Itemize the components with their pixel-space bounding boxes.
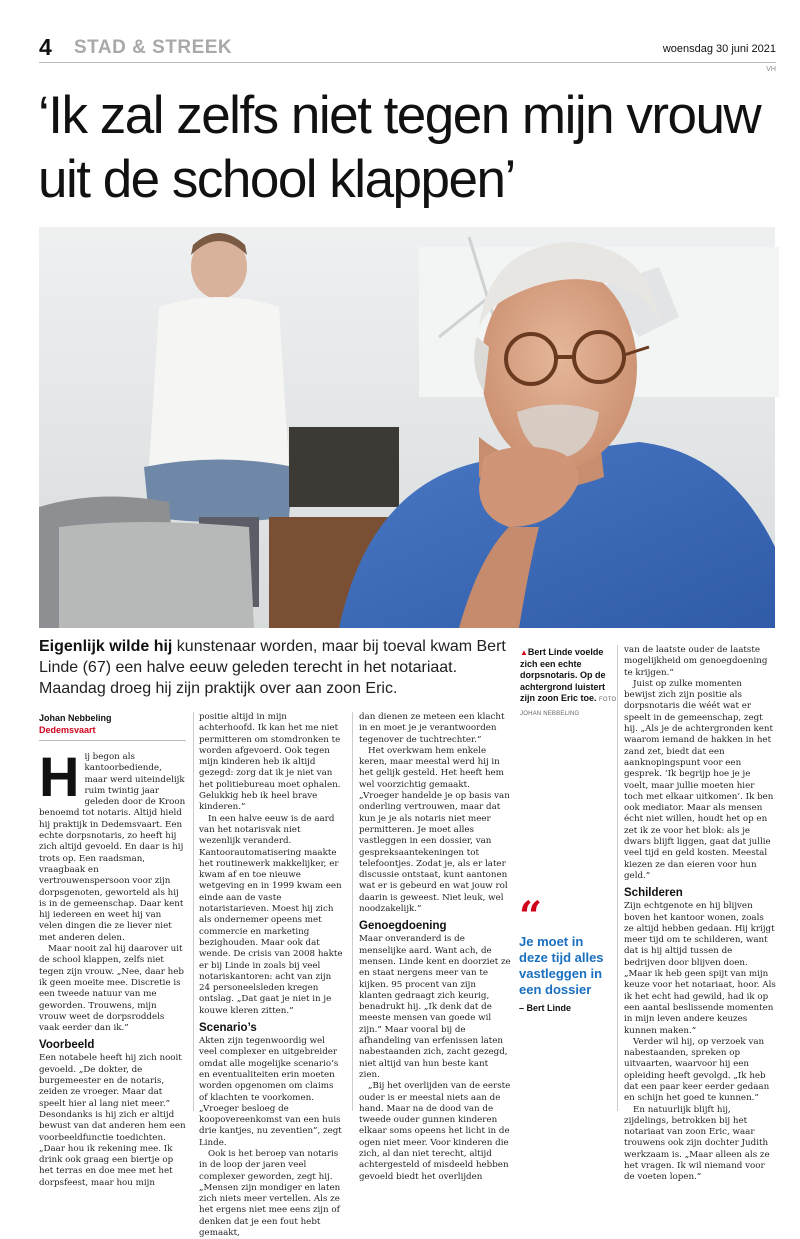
quote-text: Je moet in deze tijd alles vastleggen in een dossier — [519, 934, 604, 997]
paragraph: positie altijd in mijn achterhoofd. Ik kan het me niet permitteren om stomdronken te worden afgevoerd. Ook tegen mijn kinderen heb ik altijd gezegd: zorg dat ik je niet van het politiebureau moet ophalen. Gelukkig heb ik heel brave kinderen.” — [199, 712, 341, 813]
article-column-1 — [39, 712, 186, 1189]
lead-paragraph — [39, 636, 517, 699]
subheading-genoegdoening: Genoegdoening — [359, 920, 447, 933]
paragraph: „Bij het overlijden van de eerste ouder is er meestal niets aan de hand. Maar na de dood van de tweede ouder gunnen kinderen elkaar soms opeens het licht in de ogen niet meer. Voor kinderen die zich, al dan niet terecht, altijd achtergesteld of misdeeld hebben gevoeld biedt het overlijden — [359, 1081, 511, 1182]
paragraph: Juist op zulke momenten bewijst zich zijn positie als dorpsnotaris die wéét wat er speelt in de gemeenschap, zegt hij. „Als je de achtergronden kent waarom iemand de hakken in het zand zet, biedt dat een aanknopingspunt voor een gesprek. ‘Ik begrijp hoe je je voelt, maar jullie moeten hier toch met elkaar uitkomen’. Ik ben ook mediator. Maar als mensen écht niet willen, houdt het op en zet ik ze voor het blok: als je dwars blijft liggen, gaat dat jullie veel tijd en geld kosten. Meestal kiezen ze dan eieren voor hun geld.” — [624, 678, 774, 881]
paragraph: ij begon als kantoorbediende, maar werd uiteindelijk ruim twintig jaar geleden door de Kroon benoemd tot notaris. Altijd hield hij praktijk in Dedemsvaart. Een echte dorpsnotaris, zo heeft hij zich altijd gevoeld. En daar is hij trots op. Een raadsman, vraagbaak en vertrouwenspersoon voor zijn dorpsgenoten, geworteld als hij is in de gemeenschap. Daar kent hij iedereen en weet hij van velen dingen die ze liever niet met anderen delen. — [39, 752, 186, 943]
headline: ‘Ik zal zelfs niet tegen mijn vrouw uit de school klappen’ — [38, 86, 761, 209]
lead-text: kunstenaar worden, maar bij toeval kwam Bert Linde (67) een halve eeuw geleden terecht in het notariaat. Maandag droeg hij zijn praktijk over aan zoon Eric. — [39, 638, 506, 697]
paragraph: Maar nooit zal hij daarover uit de school klappen, zelfs niet tegen zijn vrouw. „Nee, daar heb ik geen moeite mee. Discretie is een tweede natuur van me geworden. Trouwens, mijn vrouw weet de dorpsroddels vaak eerder dan ik.” — [39, 944, 184, 1034]
byline-place: Dedemsvaart — [39, 724, 186, 741]
drop-cap: H — [39, 745, 80, 808]
pull-quote — [519, 893, 615, 1013]
article-column-2 — [199, 712, 344, 1239]
paragraph: Een notabele heeft hij zich nooit gevoeld. „De dokter, de burgemeester en de notaris, zeiden ze vroeger. Maar dat speelt hier al lang niet meer.” Desondanks is hij zich er altijd bewust van dat anderen hem een voorbeeldfunctie toedichten. „Daar hou ik rekening mee. Ik drink ook graag een biertje op het terras en doe mee met het dorpsfeest, maar hou mijn — [39, 1053, 186, 1188]
paragraph: Verder wil hij, op verzoek van nabestaanden, spreken op uitvaarten, waarvoor hij een opleiding heeft gevolgd. „Ik heb dat een paar keer eerder gedaan en schijn het goed te kunnen.” — [624, 1036, 770, 1104]
edition-code: VH — [766, 66, 776, 73]
header-divider — [39, 62, 776, 63]
quote-mark-icon: “ — [519, 893, 543, 940]
column-divider — [352, 712, 353, 1111]
issue-date: woensdag 30 juni 2021 — [662, 43, 776, 55]
triangle-up-icon: ▲ — [520, 648, 528, 657]
quote-attribution: – Bert Linde — [519, 1003, 572, 1013]
photo-caption — [520, 647, 618, 720]
paragraph: En natuurlijk blijft hij, zijdelings, betrokken bij het notariaat van zoon Eric, waar trouwens ook zijn dochter Judith werkzaam is. „Maar alleen als ze het vragen. Ik wil niemand voor de voeten lopen.” — [624, 1104, 770, 1183]
subheading-voorbeeld: Voorbeeld — [39, 1039, 95, 1052]
lead-bold: Eigenlijk wilde hij — [39, 638, 173, 655]
paragraph: Zijn echtgenote en hij blijven boven het kantoor wonen, zoals ze altijd hebben gedaan. Hij krijgt meer tijd om te schilderen, want dat is hij altijd tussen de bedrijven door blijven doen. „Maar ik heb geen spijt van mijn keuze voor het notariaat, hoor. Als ik het echt had gewild, had ik op een aantal beslissende momenten in mijn leven andere keuzes kunnen maken.” — [624, 901, 776, 1036]
article-column-3 — [359, 712, 511, 1183]
photo-credit: FOTO JOHAN NEBBELING — [520, 697, 617, 717]
section-title: STAD & STREEK — [74, 37, 233, 58]
subheading-schilderen: Schilderen — [624, 887, 683, 900]
caption-text: Bert Linde voelde zich een echte dorpsnotaris. Op de achtergrond luistert zijn zoon Eric toe. — [520, 647, 606, 703]
subheading-scenarios: Scenario’s — [199, 1022, 257, 1035]
column-divider — [617, 645, 618, 1111]
paragraph: van de laatste ouder de laatste mogelijkheid om genoegdoening te krijgen.” — [624, 645, 768, 678]
column-divider — [193, 712, 194, 1111]
page-number: 4 — [39, 34, 52, 60]
paragraph: In een halve eeuw is de aard van het notarisvak niet wezenlijk veranderd. Kantoorautomatisering maakte het routinewerk makkelijker, er kwam af en toe nieuwe wetgeving en in 1999 kwam een einde aan de vaste notaristarieven. Moest hij zich als ondernemer opeens met commercie en marketing bezighouden. Maar ook dat wende. De crisis van 2008 hakte er bij Linde in zoals bij veel notariskantoren: acht van zijn 24 personeelsleden kregen ontslag. „Dat gaat je niet in je kouwe kleren zitten.” — [199, 813, 343, 1016]
paragraph: Het overkwam hem enkele keren, maar meestal werd hij in het gelijk gesteld. Het heeft hem wel voorzichtig gemaakt. „Vroeger handelde je op basis van onderling vertrouwen, maar dat kun je je als notaris niet meer permitteren. Je moet alles vastleggen in een dossier, van gespreksaantekeningen tot telefoontjes. Zodat je, als er later discussie ontstaat, kunt aantonen wat er is gebeurd en wat jouw rol daarin is geweest. Niet leuk, wel noodzakelijk.” — [359, 745, 510, 915]
paragraph: Akten zijn tegenwoordig wel veel complexer en uitgebreider omdat alle mogelijke scenario’s en eventualiteiten erin moeten worden opgenomen om claims of klachten te voorkomen. „Vroeger besloeg de koopovereenkomst van een huis drie kantjes, nu zeventien”, zegt Linde. — [199, 1036, 342, 1148]
byline-author: Johan Nebbeling — [39, 713, 112, 723]
paragraph: Maar onveranderd is de menselijke aard. Want ach, de mensen. Linde kent en doorziet ze en staat nergens meer van te kijken. 95 procent van zijn klanten gedraagt zich keurig, benadrukt hij. „Ik denk dat de meeste mensen van goede wil zijn.” Maar vooral bij de afhandeling van erfenissen laten nabestaanden zich, zacht gezegd, niet altijd van hun beste kant zien. — [359, 934, 511, 1080]
article-column-4 — [624, 645, 776, 1184]
paragraph: dan dienen ze meteen een klacht in en moet je je verantwoorden tegenover de tuchtrechter.” — [359, 712, 505, 745]
photo-bert-and-eric-linde-icon — [39, 227, 775, 628]
paragraph: Ook is het beroep van notaris in de loop der jaren veel complexer geworden, zegt hij. „Mensen zijn mondiger en laten zich niets meer vertellen. Als ze het ergens niet mee eens zijn of denken dat je een fout hebt gemaakt, — [199, 1148, 341, 1239]
article-photo — [39, 227, 775, 628]
